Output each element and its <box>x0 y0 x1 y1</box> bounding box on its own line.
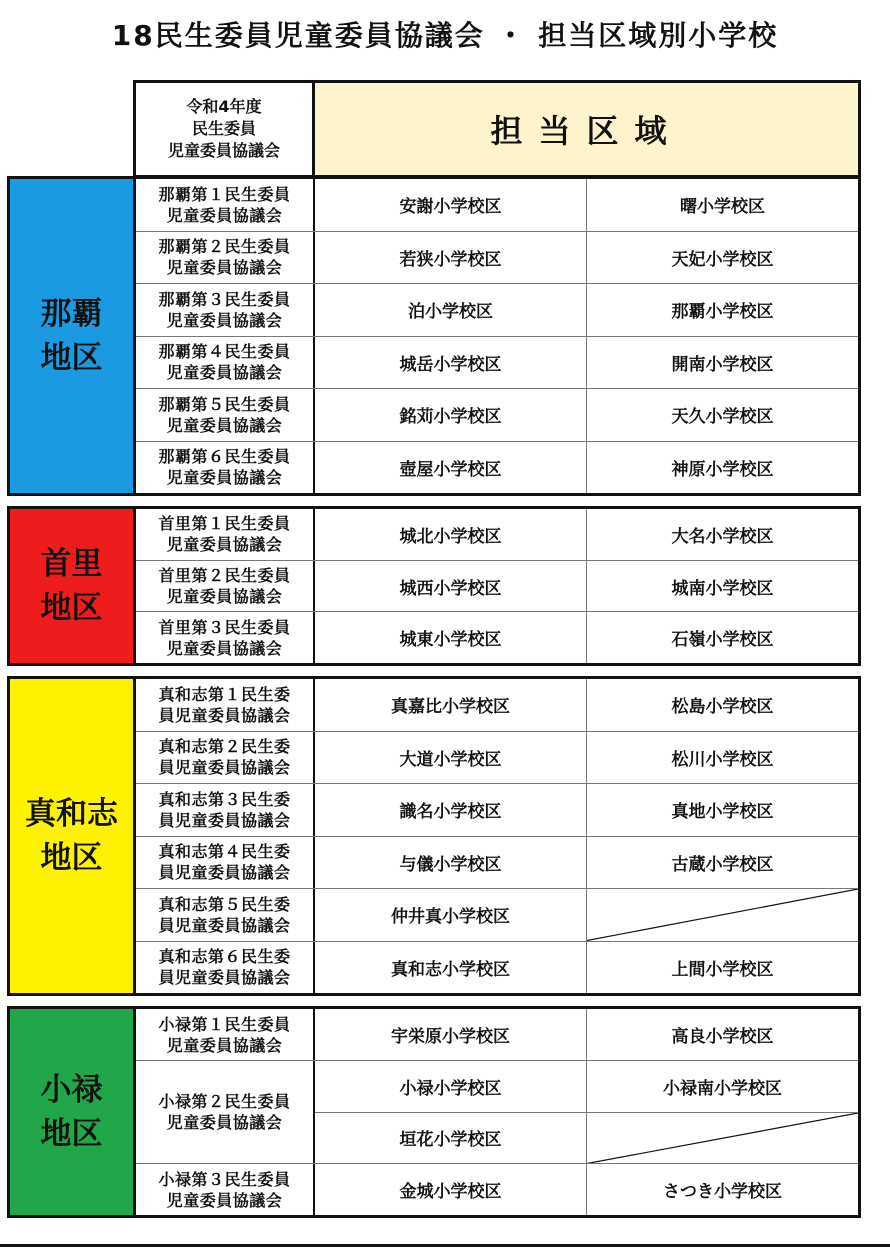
council-name <box>136 784 315 836</box>
council-name <box>136 442 315 494</box>
school-district-left: 与儀小学校区 <box>315 837 587 889</box>
school-district-right: 松川小学校区 <box>671 749 774 770</box>
header-label-line: 民生委員 <box>191 119 256 138</box>
council-line: 那覇第５民生委員 <box>158 394 291 414</box>
council-line: 小禄第２民生委員 <box>158 1092 291 1111</box>
council-line: 員児童委員協議会 <box>158 968 291 988</box>
council-line: 真和志第２民生委 <box>158 737 291 757</box>
school-district-right: 那覇小学校区 <box>671 302 774 323</box>
school-district-left: 垣花小学校区 <box>315 1113 587 1164</box>
council-line: 児童委員協議会 <box>166 468 283 488</box>
table-row <box>136 783 858 836</box>
council-line: 真和志第３民生委 <box>158 789 291 809</box>
council-line: 小禄第３民生委員 <box>158 1169 291 1189</box>
district-label <box>10 179 136 493</box>
bottom-rule <box>0 1244 890 1247</box>
table-row <box>136 388 858 441</box>
council-name <box>136 612 315 663</box>
school-district-right: さつき小学校区 <box>663 1182 782 1202</box>
school-district-left: 泊小学校区 <box>315 284 587 336</box>
council-rows <box>136 679 858 993</box>
council-line: 児童委員協議会 <box>166 587 283 606</box>
council-name <box>136 561 315 612</box>
council-line: 員児童委員協議会 <box>158 758 291 778</box>
council-name <box>136 732 315 784</box>
council-line: 児童委員協議会 <box>166 1190 283 1210</box>
school-district-left: 城北小学校区 <box>315 509 587 560</box>
district-label <box>10 1009 136 1215</box>
table-row <box>136 836 858 889</box>
school-district-left: 真嘉比小学校区 <box>315 679 587 731</box>
council-name <box>136 679 315 731</box>
school-district-left: 大道小学校区 <box>315 732 587 784</box>
school-district-right: 大名小学校区 <box>671 526 774 547</box>
table-row-group <box>136 1060 858 1163</box>
council-line: 児童委員協議会 <box>166 205 283 225</box>
table-row <box>136 888 858 941</box>
header-label-line: 児童委員協議会 <box>167 141 280 160</box>
empty-cell-slash <box>587 1113 858 1164</box>
school-district-right: 松島小学校区 <box>671 697 774 718</box>
school-district-right: 天妃小学校区 <box>671 249 774 270</box>
table-row <box>136 336 858 389</box>
district-line: 小禄 <box>40 1072 103 1108</box>
council-name <box>136 179 315 231</box>
school-district-left: 仲井真小学校区 <box>315 889 587 941</box>
council-line: 那覇第３民生委員 <box>158 289 291 309</box>
council-line: 那覇第２民生委員 <box>158 237 291 257</box>
council-line: 員児童委員協議会 <box>158 915 291 935</box>
school-district-left: 銘苅小学校区 <box>315 389 587 441</box>
council-line: 首里第１民生委員 <box>158 514 291 534</box>
table-row <box>136 231 858 284</box>
council-line: 児童委員協議会 <box>166 415 283 435</box>
table-row <box>136 283 858 336</box>
council-name <box>136 284 315 336</box>
school-district-left: 識名小学校区 <box>315 784 587 836</box>
council-name <box>136 942 315 994</box>
council-line: 首里第３民生委員 <box>158 617 291 637</box>
school-district-right: 曙小学校区 <box>680 197 765 218</box>
council-line: 児童委員協議会 <box>166 1035 283 1055</box>
school-district-left: 城西小学校区 <box>315 561 587 612</box>
table-header <box>133 80 861 178</box>
district-label <box>10 679 136 993</box>
council-line: 児童委員協議会 <box>166 535 283 555</box>
council-rows <box>136 179 858 493</box>
council-line: 員児童委員協議会 <box>158 810 291 830</box>
school-subrows <box>315 1061 858 1163</box>
school-district-right: 上間小学校区 <box>671 959 774 980</box>
council-rows <box>136 1009 858 1215</box>
section-shuri <box>7 506 861 666</box>
council-line: 児童委員協議会 <box>166 363 283 383</box>
school-district-left: 金城小学校区 <box>315 1164 587 1215</box>
school-district-right: 小禄南小学校区 <box>663 1078 782 1099</box>
council-line: 児童委員協議会 <box>166 638 283 658</box>
table-row <box>136 509 858 560</box>
district-line: 地区 <box>40 590 103 626</box>
header-label-line: 令和4年度 <box>186 97 262 116</box>
council-line: 真和志第５民生委 <box>158 894 291 914</box>
table-row <box>136 441 858 494</box>
council-name <box>136 1009 315 1060</box>
council-name <box>136 232 315 284</box>
district-line: 首里 <box>40 546 103 582</box>
council-name <box>136 1164 315 1215</box>
council-name <box>136 389 315 441</box>
school-district-right: 神原小学校区 <box>671 459 774 480</box>
council-line: 真和志第１民生委 <box>158 684 291 704</box>
table-row <box>136 679 858 731</box>
council-name <box>136 337 315 389</box>
school-district-left: 安謝小学校区 <box>315 179 587 231</box>
council-line: 那覇第６民生委員 <box>158 447 291 467</box>
section-mawashi <box>7 676 861 996</box>
header-council-label <box>136 83 315 175</box>
school-district-left: 真和志小学校区 <box>315 942 587 994</box>
council-line: 児童委員協議会 <box>166 258 283 278</box>
table-row <box>315 1061 858 1112</box>
school-district-left: 若狭小学校区 <box>315 232 587 284</box>
header-area-label: 担当区域 <box>315 83 858 175</box>
district-line: 那覇 <box>40 296 103 332</box>
council-line: 首里第２民生委員 <box>158 566 291 585</box>
school-district-left: 城岳小学校区 <box>315 337 587 389</box>
district-label <box>10 509 136 663</box>
page-title: 18民生委員児童委員協議会 ・ 担当区域別小学校 <box>111 19 779 52</box>
school-district-right: 真地小学校区 <box>671 802 774 823</box>
council-line: 小禄第１民生委員 <box>158 1014 291 1034</box>
council-name <box>136 509 315 560</box>
council-line: 真和志第４民生委 <box>158 842 291 862</box>
section-naha <box>7 176 861 496</box>
table-row <box>315 1112 858 1164</box>
district-line: 地区 <box>40 340 103 376</box>
school-district-right: 高良小学校区 <box>671 1027 774 1047</box>
diagonal-slash <box>587 1113 858 1164</box>
council-line: 児童委員協議会 <box>166 1113 283 1132</box>
table-row <box>136 560 858 612</box>
council-line: 児童委員協議会 <box>166 310 283 330</box>
school-district-left: 壺屋小学校区 <box>315 442 587 494</box>
table-row <box>136 1163 858 1215</box>
table-row <box>136 179 858 231</box>
empty-cell-slash <box>587 889 858 941</box>
table-row <box>136 941 858 994</box>
school-district-left: 宇栄原小学校区 <box>315 1009 587 1060</box>
council-line: 員児童委員協議会 <box>158 863 291 883</box>
district-line: 地区 <box>40 1116 103 1152</box>
school-district-right: 開南小学校区 <box>671 354 774 375</box>
council-line: 真和志第６民生委 <box>158 947 291 967</box>
council-rows <box>136 509 858 663</box>
council-line: 那覇第１民生委員 <box>158 184 291 204</box>
table-row <box>136 611 858 663</box>
district-line: 真和志 <box>25 796 118 832</box>
council-line: 那覇第４民生委員 <box>158 342 291 362</box>
council-name <box>136 837 315 889</box>
council-line: 員児童委員協議会 <box>158 705 291 725</box>
school-district-right: 天久小学校区 <box>671 407 774 428</box>
section-oroku <box>7 1006 861 1218</box>
council-name <box>136 889 315 941</box>
table-row <box>136 731 858 784</box>
school-district-right: 古蔵小学校区 <box>671 854 774 875</box>
table-row <box>136 1009 858 1060</box>
school-district-right: 石嶺小学校区 <box>671 630 774 651</box>
district-line: 地区 <box>40 840 103 876</box>
diagonal-slash <box>587 889 858 941</box>
school-district-right: 城南小学校区 <box>671 578 774 599</box>
council-name <box>136 1061 315 1163</box>
school-district-left: 城東小学校区 <box>315 612 587 663</box>
school-district-left: 小禄小学校区 <box>315 1061 587 1112</box>
